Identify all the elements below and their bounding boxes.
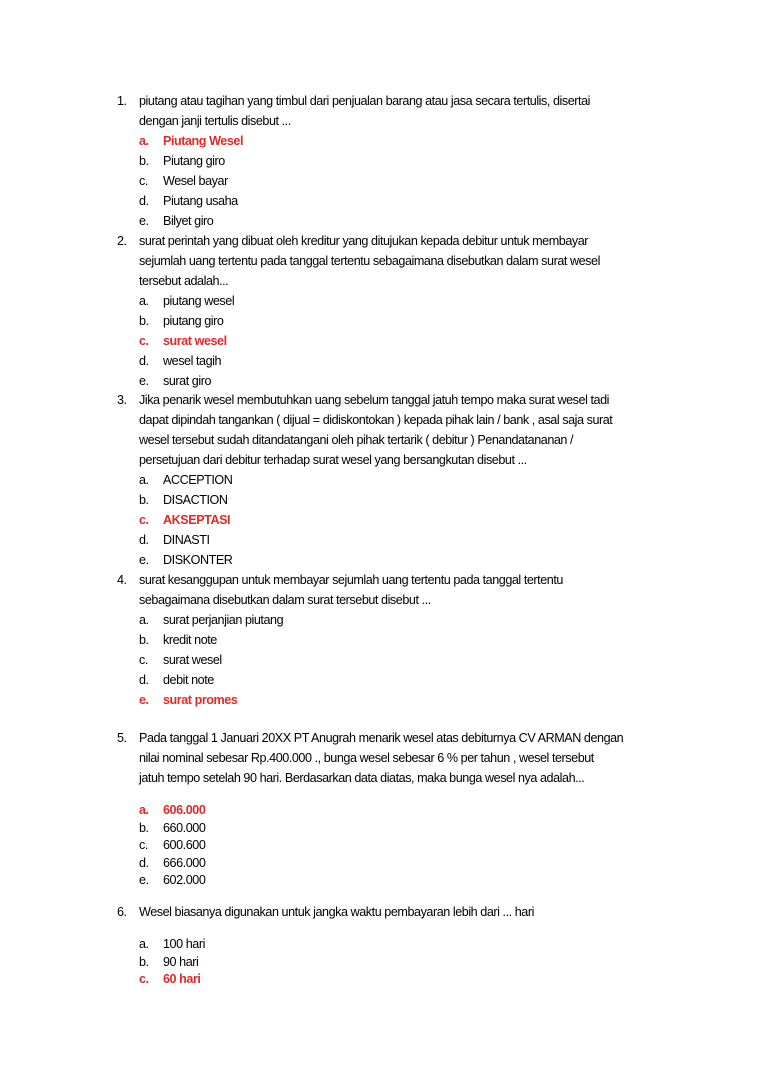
- question-number: 4.: [117, 573, 127, 587]
- question-text: [139, 390, 677, 470]
- answer-option-correct: [139, 802, 677, 820]
- answer-option-correct: [139, 131, 677, 151]
- answer-option: [139, 530, 677, 550]
- answer-option-correct: [139, 510, 677, 530]
- option-letter: d.: [139, 673, 149, 687]
- blank-line: [117, 922, 677, 936]
- answer-option: [139, 151, 677, 171]
- option-text: 90 hari: [163, 954, 199, 969]
- option-letter: c.: [139, 513, 149, 527]
- option-text: piutang wesel: [163, 294, 235, 308]
- question-text-line: Jika penarik wesel membutuhkan uang sebelum tanggal jatuh tempo maka surat wesel tadi: [139, 393, 609, 407]
- option-text: piutang giro: [163, 314, 224, 328]
- blank-line: [117, 788, 677, 802]
- question-text-line: surat kesanggupan untuk membayar sejumlah uang tertentu pada tanggal tertentu: [139, 573, 563, 587]
- option-text: DISKONTER: [163, 553, 233, 567]
- option-letter: a.: [139, 134, 149, 148]
- answer-option: [139, 171, 677, 191]
- question-3: [117, 390, 677, 570]
- question-text-line: tersebut adalah...: [139, 274, 229, 288]
- option-letter: b.: [139, 633, 149, 647]
- answer-option: [139, 630, 677, 650]
- answer-options: [139, 291, 677, 391]
- option-letter: a.: [139, 473, 149, 487]
- answer-option: [139, 670, 677, 690]
- option-letter: b.: [139, 154, 149, 168]
- answer-option: [139, 191, 677, 211]
- answer-option: [139, 820, 677, 838]
- option-text: debit note: [163, 673, 214, 687]
- answer-option: [139, 936, 677, 954]
- option-text: wesel tagih: [163, 354, 222, 368]
- question-text: [139, 91, 677, 131]
- option-text: Piutang Wesel: [163, 134, 243, 148]
- option-text: surat promes: [163, 693, 238, 707]
- option-text: 600.600: [163, 838, 206, 852]
- option-letter: a.: [139, 803, 149, 817]
- question-text-line: Wesel biasanya digunakan untuk jangka waktu pembayaran lebih dari ... hari: [139, 905, 534, 919]
- answer-options: [139, 802, 677, 890]
- question-text-line: persetujuan dari debitur terhadap surat wesel yang bersangkutan disebut ...: [139, 453, 527, 467]
- question-number: 3.: [117, 393, 127, 407]
- answer-option: [139, 371, 677, 391]
- answer-option: [139, 650, 677, 670]
- answer-option: [139, 550, 677, 570]
- question-5: [117, 728, 677, 890]
- option-letter: d.: [139, 533, 149, 547]
- answer-option: [139, 351, 677, 371]
- option-text: 602.000: [163, 873, 206, 887]
- answer-option: [139, 872, 677, 890]
- question-text-line: jatuh tempo setelah 90 hari. Berdasarkan data diatas, maka bunga wesel nya adalah...: [139, 771, 585, 785]
- question-text: [139, 570, 677, 610]
- question-number: 6.: [117, 905, 127, 919]
- answer-option: [139, 954, 677, 972]
- answer-option-correct: [139, 331, 677, 351]
- option-text: DINASTI: [163, 533, 210, 547]
- answer-options: [139, 131, 677, 231]
- question-text: [139, 902, 677, 922]
- option-text: Piutang giro: [163, 154, 225, 168]
- answer-option: [139, 855, 677, 873]
- answer-option: [139, 311, 677, 331]
- question-text: [139, 728, 677, 788]
- answer-option: [139, 837, 677, 855]
- option-letter: d.: [139, 354, 149, 368]
- question-number: 5.: [117, 731, 127, 745]
- option-letter: d.: [139, 855, 149, 870]
- option-text: 60 hari: [163, 972, 201, 986]
- option-letter: c.: [139, 972, 149, 986]
- option-text: surat perjanjian piutang: [163, 613, 284, 627]
- option-letter: c.: [139, 334, 149, 348]
- option-letter: a.: [139, 937, 149, 951]
- answer-option-correct: [139, 690, 677, 710]
- option-letter: e.: [139, 214, 149, 228]
- question-text-line: dengan janji tertulis disebut ...: [139, 114, 291, 128]
- question-number: 1.: [117, 94, 127, 108]
- option-text: surat wesel: [163, 334, 227, 348]
- option-text: 660.000: [163, 820, 206, 835]
- option-letter: a.: [139, 613, 149, 627]
- question-text-line: piutang atau tagihan yang timbul dari penjualan barang atau jasa secara tertulis, disertai: [139, 94, 590, 108]
- option-text: Piutang usaha: [163, 194, 238, 208]
- question-text-line: sejumlah uang tertentu pada tanggal tertentu sebagaimana disebutkan dalam surat wesel: [139, 254, 600, 268]
- question-text-line: surat perintah yang dibuat oleh kreditur yang ditujukan kepada debitur untuk membayar: [139, 234, 589, 248]
- question-6: [117, 902, 677, 989]
- question-1: [117, 91, 677, 231]
- question-text-line: wesel tersebut sudah ditandatangani oleh pihak tertarik ( debitur ) Penandatananan /: [139, 433, 574, 447]
- option-letter: b.: [139, 314, 149, 328]
- answer-option: [139, 490, 677, 510]
- option-letter: b.: [139, 954, 149, 969]
- option-letter: e.: [139, 873, 149, 887]
- answer-option-correct: [139, 971, 677, 989]
- option-letter: c.: [139, 653, 148, 667]
- answer-option: [139, 610, 677, 630]
- option-letter: c.: [139, 838, 148, 852]
- option-letter: e.: [139, 693, 149, 707]
- answer-options: [139, 470, 677, 570]
- option-text: surat wesel: [163, 653, 222, 667]
- answer-option: [139, 291, 677, 311]
- option-text: surat giro: [163, 374, 211, 388]
- option-letter: e.: [139, 374, 149, 388]
- answer-options: [139, 610, 677, 710]
- answer-option: [139, 211, 677, 231]
- answer-options: [139, 936, 677, 989]
- question-text-line: nilai nominal sebesar Rp.400.000 ., bunga wesel sebesar 6 % per tahun , wesel tersebut: [139, 751, 594, 765]
- option-text: ACCEPTION: [163, 473, 233, 487]
- option-text: DISACTION: [163, 493, 228, 507]
- option-letter: c.: [139, 174, 148, 188]
- option-text: 100 hari: [163, 937, 205, 951]
- option-text: 666.000: [163, 855, 206, 870]
- option-letter: a.: [139, 294, 149, 308]
- option-text: Bilyet giro: [163, 214, 214, 228]
- question-2: [117, 231, 677, 391]
- option-text: kredit note: [163, 633, 217, 647]
- option-text: Wesel bayar: [163, 174, 228, 188]
- option-text: AKSEPTASI: [163, 513, 231, 527]
- question-text: [139, 231, 677, 291]
- question-text-line: dapat dipindah tangankan ( dijual = didiskontokan ) kepada pihak lain / bank , asal saja surat: [139, 413, 613, 427]
- question-text-line: Pada tanggal 1 Januari 20XX PT Anugrah menarik wesel atas debiturnya CV ARMAN dengan: [139, 731, 624, 745]
- option-letter: e.: [139, 553, 149, 567]
- question-text-line: sebagaimana disebutkan dalam surat tersebut disebut ...: [139, 593, 431, 607]
- option-letter: b.: [139, 820, 149, 835]
- option-text: 606.000: [163, 803, 206, 817]
- question-4: [117, 570, 677, 710]
- answer-option: [139, 470, 677, 490]
- option-letter: b.: [139, 493, 149, 507]
- question-number: 2.: [117, 234, 127, 248]
- option-letter: d.: [139, 194, 149, 208]
